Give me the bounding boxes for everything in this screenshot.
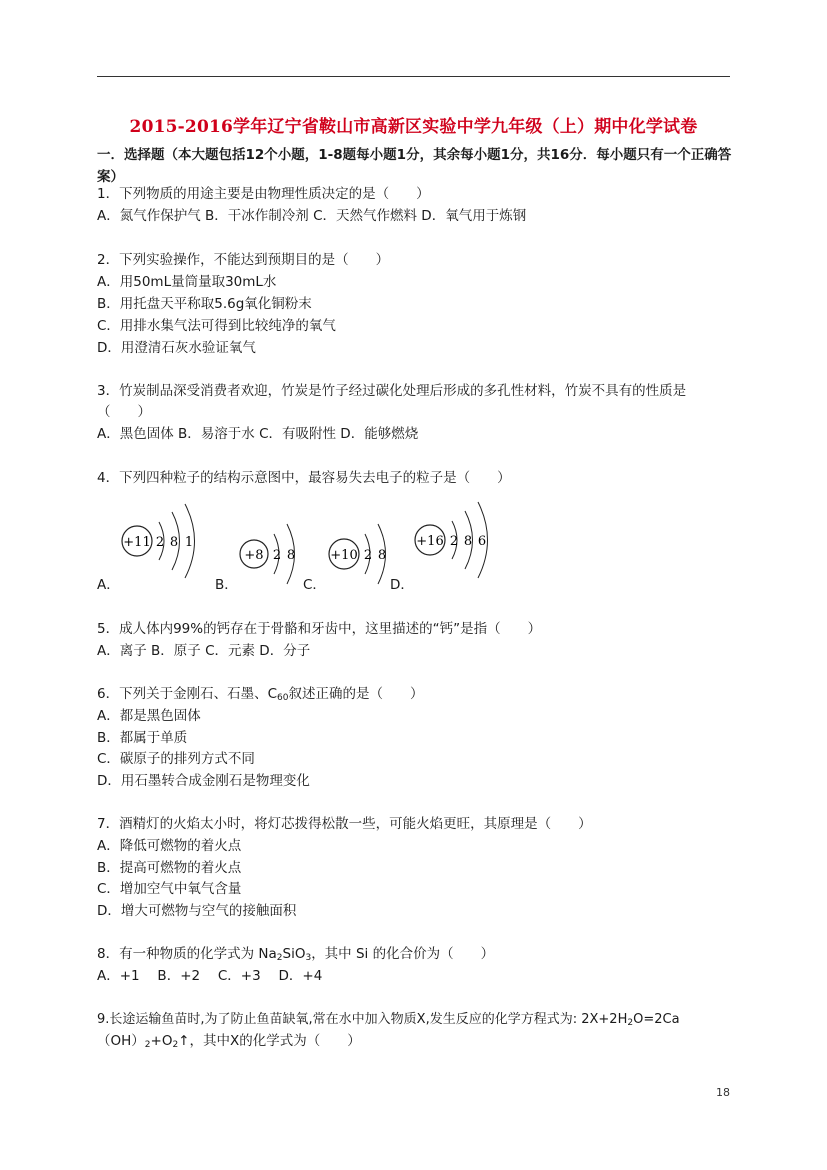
q9-equation-subscript: 2 xyxy=(627,1018,634,1028)
q2-option-d: D．用澄清石灰水验证氧气 xyxy=(97,340,256,356)
q9-stem-text: 9.长途运输鱼苗时,为了防止鱼苗缺氧,常在水中加入物质X,发生反应的化学方程式为: xyxy=(97,1012,582,1027)
q6-option-c: C．碳原子的排列方式不同 xyxy=(97,751,255,767)
page-number: 18 xyxy=(716,1086,730,1099)
atom-c-shell-2: 8 xyxy=(377,548,387,563)
q9-line2-subscript-2: 2 xyxy=(172,1040,179,1050)
atom-b-shell-1: 2 xyxy=(272,548,282,563)
q7-option-a: A．降低可燃物的着火点 xyxy=(97,838,242,854)
q3-stem-line2: （ ） xyxy=(97,404,151,420)
atom-a-shell-2: 8 xyxy=(169,535,179,550)
atom-c-shell-1: 2 xyxy=(363,548,373,563)
q2-option-a: A．用50mL量筒量取30mL水 xyxy=(97,274,277,290)
q1-options: A．氮气作保护气 B．干冰作制冷剂 C．天然气作燃料 D．氧气用于炼钢 xyxy=(97,208,527,224)
q3-stem-line1: 3．竹炭制品深受消费者欢迎，竹炭是竹子经过碳化处理后形成的多孔性材料，竹炭不具有的性质是 xyxy=(97,383,687,399)
section-heading: 一．选择题（本大题包括12个小题，1-8题每小题1分，其余每小题1分，共16分．每小题只有一个正确答案） xyxy=(97,147,732,185)
q7-option-c: C．增加空气中氧气含量 xyxy=(97,881,242,897)
atom-d-nucleus: +16 xyxy=(416,534,444,549)
q8-subscript-1: 2 xyxy=(276,953,283,963)
q8-stem xyxy=(97,944,494,968)
q2-option-c: C．用排水集气法可得到比较纯净的氧气 xyxy=(97,318,336,334)
atom-a-shell-1: 2 xyxy=(155,535,165,550)
q6-stem-subscript: 60 xyxy=(277,693,289,703)
q9-line2-subscript-1: 2 xyxy=(144,1040,151,1050)
q8-subscript-2: 3 xyxy=(305,953,312,963)
atom-d-shell-2: 8 xyxy=(463,534,473,549)
q7-stem: 7．酒精灯的火焰太小时，将灯芯拨得松散一些，可能火焰更旺，其原理是（ ） xyxy=(97,816,592,832)
q1-stem: 1．下列物质的用途主要是由物理性质决定的是（ ） xyxy=(97,186,430,202)
q8-stem-part3: ，其中 Si 的化合价为（ ） xyxy=(311,946,495,962)
q9-stem-line1 xyxy=(97,1010,680,1033)
q3-options: A．黑色固体 B．易溶于水 C．有吸附性 D．能够燃烧 xyxy=(97,426,419,442)
q2-option-b: B．用托盘天平称取5.6g氧化铜粉末 xyxy=(97,296,312,312)
atom-c-nucleus: +10 xyxy=(330,548,358,563)
q8-options: A．+1 B．+2 C．+3 D．+4 xyxy=(97,968,323,984)
atom-b-letter: B． xyxy=(215,577,238,593)
q7-option-b: B．提高可燃物的着火点 xyxy=(97,860,242,876)
header-rule xyxy=(97,76,730,77)
atom-a-nucleus: +11 xyxy=(123,535,151,550)
q8-stem-part1: 8．有一种物质的化学式为 Na xyxy=(97,946,277,962)
atom-diagram-d xyxy=(408,494,518,594)
atom-c-letter: C． xyxy=(303,577,326,593)
q5-stem: 5．成人体内99%的钙存在于骨骼和牙齿中，这里描述的“钙”是指（ ） xyxy=(97,621,542,637)
atom-b-nucleus: +8 xyxy=(244,548,264,563)
q6-option-a: A．都是黑色固体 xyxy=(97,708,201,724)
q6-option-b: B．都属于单质 xyxy=(97,730,188,746)
q5-options: A．离子 B．原子 C．元素 D．分子 xyxy=(97,643,311,659)
q9-stem-line2 xyxy=(97,1031,361,1055)
atom-a-shell-3: 1 xyxy=(184,535,194,550)
q9-line2-part1: （OH） xyxy=(97,1033,145,1049)
q4-stem: 4．下列四种粒子的结构示意图中，最容易失去电子的粒子是（ ） xyxy=(97,470,511,486)
q9-line2-part3: ↑，其中X的化学式为（ ） xyxy=(178,1033,361,1049)
q2-stem: 2．下列实验操作，不能达到预期目的是（ ） xyxy=(97,252,390,268)
q8-stem-part2: SiO xyxy=(282,946,306,962)
q7-option-d: D．增大可燃物与空气的接触面积 xyxy=(97,903,297,919)
atom-d-shell-3: 6 xyxy=(477,534,487,549)
q9-line2-part2: +O xyxy=(150,1033,173,1049)
q9-equation-part2: O=2Ca xyxy=(633,1012,680,1027)
q6-stem xyxy=(97,684,423,708)
q6-option-d: D．用石墨转合成金刚石是物理变化 xyxy=(97,773,310,789)
atom-d-letter: D． xyxy=(390,577,414,593)
q6-stem-part2: 叙述正确的是（ ） xyxy=(288,686,424,702)
q9-equation-part1: 2X+2H xyxy=(581,1012,628,1027)
atom-b-shell-2: 8 xyxy=(286,548,296,563)
atom-a-letter: A． xyxy=(97,577,120,593)
atom-d-shell-1: 2 xyxy=(449,534,459,549)
q6-stem-part1: 6．下列关于金刚石、石墨、C xyxy=(97,686,278,702)
page-title: 2015-2016学年辽宁省鞍山市高新区实验中学九年级（上）期中化学试卷 xyxy=(129,117,698,137)
